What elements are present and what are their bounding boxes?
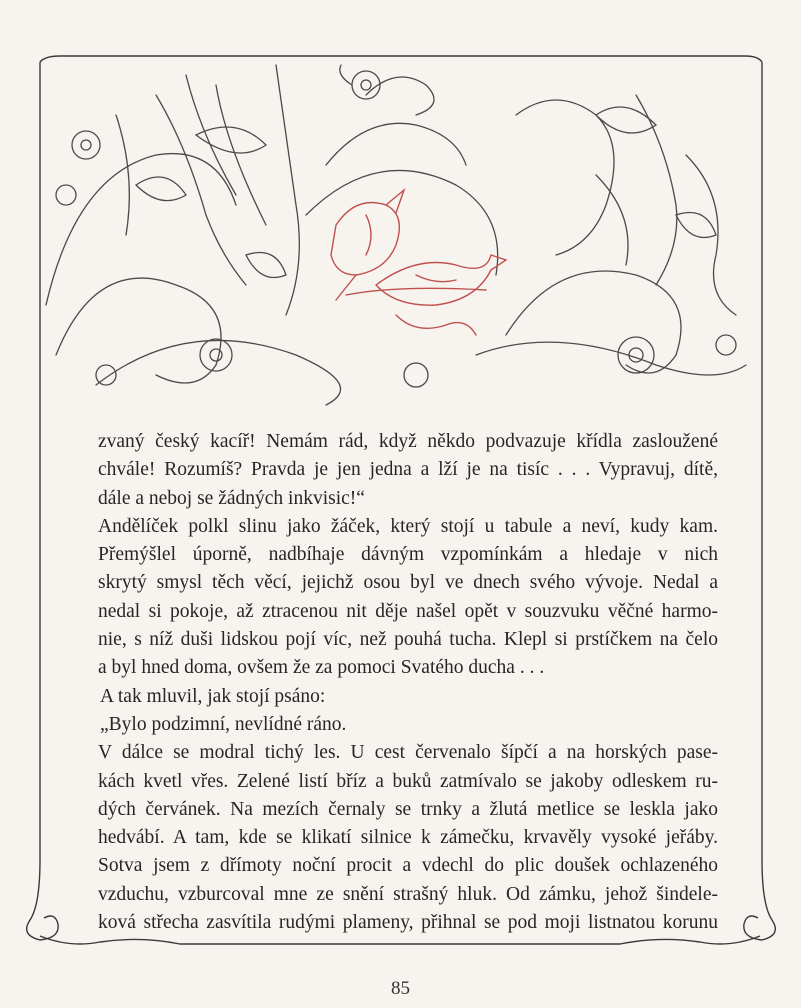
text-line: vzduchu, vzburcoval mne ze snění strašný hluk. Od zámku, jehož šindele-	[98, 883, 718, 905]
text-line: a byl hned doma, ovšem že za pomoci Svatého ducha . . .	[98, 657, 545, 679]
text-line: „Bylo podzimní, nevlídné ráno.	[100, 713, 347, 735]
body-text	[98, 428, 718, 937]
text-line: dále a neboj se žádných inkvisic!“	[98, 487, 365, 509]
text-line: nedal si pokoje, až ztracenou nit děje našel opět v souzvuku věčné harmo-	[98, 600, 718, 622]
text-line: Sotva jsem z dřímoty noční procit a vdechl do plic doušek ochlazeného	[98, 855, 718, 877]
text-line: chvále! Rozumíš? Pravda je jen jedna a lží je na tisíc . . . Vypravuj, dítě,	[98, 459, 718, 481]
text-line: A tak mluvil, jak stojí psáno:	[100, 685, 326, 707]
text-line: V dálce se modral tichý les. U cest červenalo šípčí a na horských pase-	[98, 742, 718, 764]
page-number: 85	[391, 978, 410, 999]
text-line: hedvábí. A tam, kde se klikatí silnice k zámečku, krvavěly vysoké jeřáby.	[98, 827, 718, 849]
text-line: nie, s níž duši lidskou pojí víc, než pouhá tucha. Klepl si prstíčkem na čelo	[98, 629, 718, 651]
text-line: dých červánek. Na mezích černaly se trnky a žlutá metlice se leskla jako	[98, 798, 718, 820]
bird-illustration	[331, 190, 506, 335]
text-line: Andělíček polkl slinu jako žáček, který stojí u tabule a neví, kudy kam.	[98, 515, 718, 537]
text-line: kách kvetl vřes. Zelené listí bříz a buků zatmívalo se jakoby odleskem ru-	[98, 770, 718, 792]
text-line: ková střecha zasvítila rudými plameny, přihnal se pod moji listnatou korunu	[98, 912, 718, 934]
floral-ornament	[36, 55, 764, 410]
text-line: zvaný český kacíř! Nemám rád, když někdo podvazuje křídla zasloužené	[98, 431, 718, 452]
text-line: skrytý smysl těch věcí, jejichž osou byl ve dnech svého vývoje. Nedal a	[98, 572, 718, 594]
text-line: Přemýšlel úporně, nadbíhaje dávným vzpomínkám a hledaje v nich	[98, 544, 718, 566]
